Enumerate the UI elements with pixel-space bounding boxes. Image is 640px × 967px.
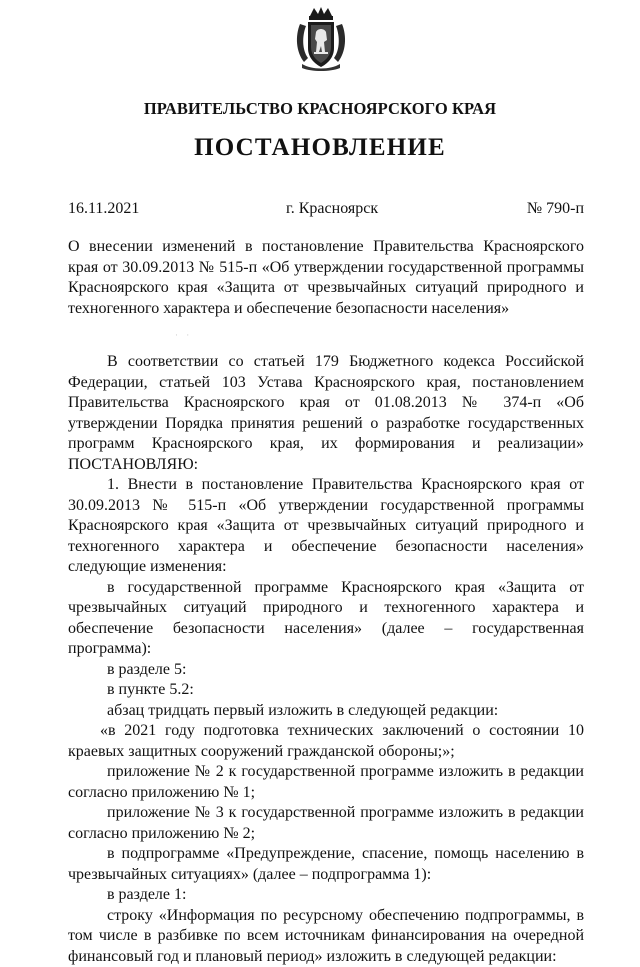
paragraph: абзац тридцать первый изложить в следующей редакции: [68,701,584,722]
paragraph: приложение № 3 к государственной программе изложить в редакции согласно приложению № 2; [68,803,584,844]
paragraph: в разделе 5: [68,660,584,681]
paragraph: «в 2021 году подготовка технических заключений о состоянии 10 краевых защитных сооружений гражданской обороны;»; [68,721,584,762]
paragraph: В соответствии со статьей 179 Бюджетного кодекса Российской Федерации, статьей 103 Устава Красноярского края, постановлением Правительства Красноярского края от 01.08.2013 № 374-п «Об утверждении Порядка принятия решений о разработке государственных программ Красноярского края, их формирования и реализации» ПОСТАНОВЛЯЮ: [68,352,584,475]
document-title: О внесении изменений в постановление Правительства Красноярского края от 30.09.2013 № 515-п «Об утверждении государственной программы Красноярского края «Защита от чрезвычайных ситуаций природного и техногенного характера и обеспечение безопасности населения» [68,237,584,319]
coat-of-arms-icon [294,6,348,72]
government-name: ПРАВИТЕЛЬСТВО КРАСНОЯРСКОГО КРАЯ [0,99,640,119]
document-city: г. Красноярск [286,200,378,218]
paragraph: строку «Информация по ресурсному обеспечению подпрограммы, в том числе в разбивке по всем источникам финансирования на очередной финансовый год и плановый период» изложить в следующей редакции: [68,906,584,967]
paragraph: в подпрограмме «Предупреждение, спасение, помощь населению в чрезвычайных ситуациях» (далее – подпрограмма 1): [68,844,584,885]
scan-artifact: · · [175,330,192,340]
document-title-block [68,237,584,319]
paragraph: в разделе 1: [68,885,584,906]
paragraph: в пункте 5.2: [68,680,584,701]
document-number: № 790-п [527,200,584,218]
document-type: ПОСТАНОВЛЕНИЕ [0,134,640,162]
document-body [68,352,584,967]
paragraph: приложение № 2 к государственной программе изложить в редакции согласно приложению № 1; [68,762,584,803]
paragraph: 1. Внести в постановление Правительства Красноярского края от 30.09.2013 № 515-п «Об утверждении государственной программы Красноярского края «Защита от чрезвычайных ситуаций природного и техногенного характера и обеспечение безопасности населения» следующие изменения: [68,475,584,578]
document-date: 16.11.2021 [68,200,139,218]
paragraph: в государственной программе Красноярского края «Защита от чрезвычайных ситуаций природного и техногенного характера и обеспечение безопасности населения» (далее – государственная программа): [68,578,584,660]
